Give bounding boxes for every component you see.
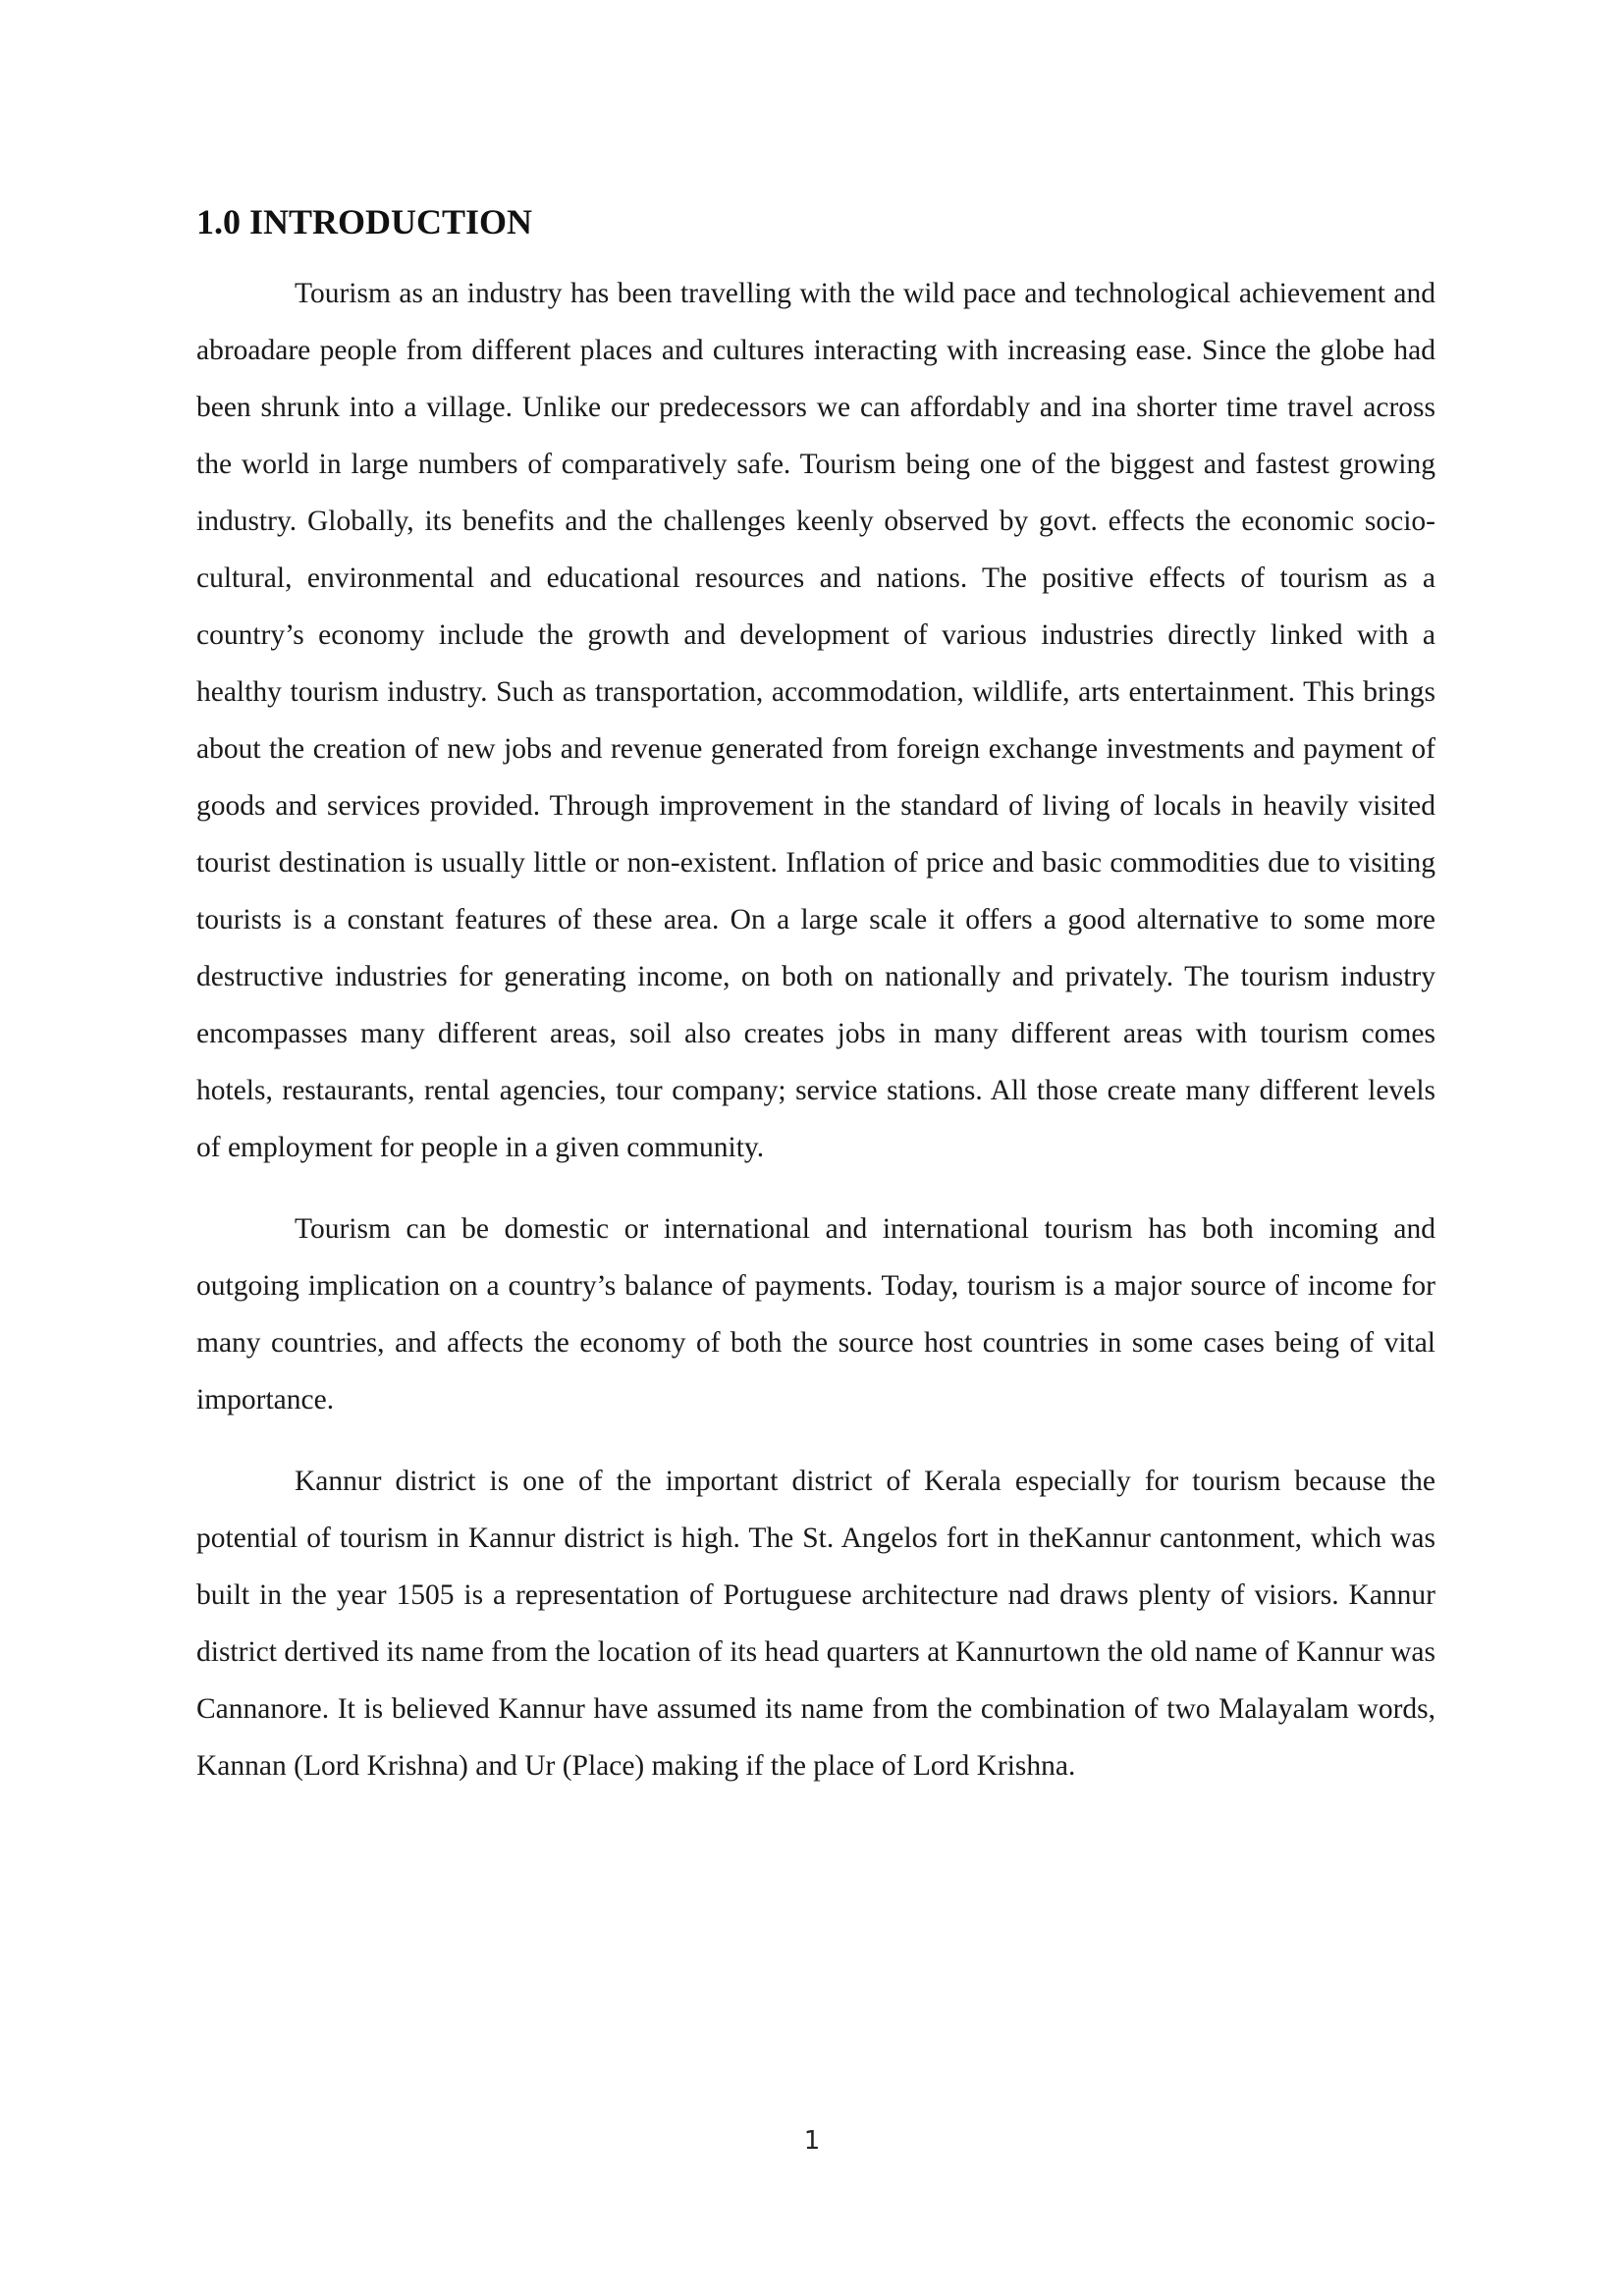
paragraph-tourism-industry: Tourism as an industry has been travelling with the wild pace and technological achievement and abroadare people from different places and cultures interacting with increasing ease. Since the globe had been shrunk into a village. Unlike our predecessors we can affordably and ina shorter time travel across the world in large numbers of comparatively safe. Tourism being one of the biggest and fastest growing industry. Globally, its benefits and the challenges keenly observed by govt. effects the economic socio-cultural, environmental and educational resources and nations. The positive effects of tourism as a country’s economy include the growth and development of various industries directly linked with a healthy tourism industry. Such as transportation, accommodation, wildlife, arts entertainment. This brings about the creation of new jobs and revenue generated from foreign exchange investments and payment of goods and services provided. Through improvement in the standard of living of locals in heavily visited tourist destination is usually little or non-existent. Inflation of price and basic commodities due to visiting tourists is a constant features of these area. On a large scale it offers a good alternative to some more destructive industries for generating income, on both on nationally and privately. The tourism industry encompasses many different areas, soil also creates jobs in many different areas with tourism comes hotels, restaurants, rental agencies, tour company; service stations. All those create many different levels of employment for people in a given community. [196, 278, 1435, 1163]
page-number: 1 [803, 2126, 821, 2156]
paragraph-kannur-district: Kannur district is one of the important district of Kerala especially for tourism because the potential of tourism in Kannur district is high. The St. Angelos fort in theKannur cantonment, which was built in the year 1505 is a representation of Portuguese architecture nad draws plenty of visiors. Kannur district dertived its name from the location of its head quarters at Kannurtown the old name of Kannur was Cannanore. It is believed Kannur have assumed its name from the combination of two Malayalam words, Kannan (Lord Krishna) and Ur (Place) making if the place of Lord Krishna. [196, 1466, 1435, 1782]
page-content [196, 192, 1435, 1819]
paragraph-domestic-international: Tourism can be domestic or international and international tourism has both incoming and outgoing implication on a country’s balance of payments. Today, tourism is a major source of income for many countries, and affects the economy of both the source host countries in some cases being of vital importance. [196, 1213, 1435, 1415]
section-heading: 1.0 INTRODUCTION [196, 202, 533, 241]
